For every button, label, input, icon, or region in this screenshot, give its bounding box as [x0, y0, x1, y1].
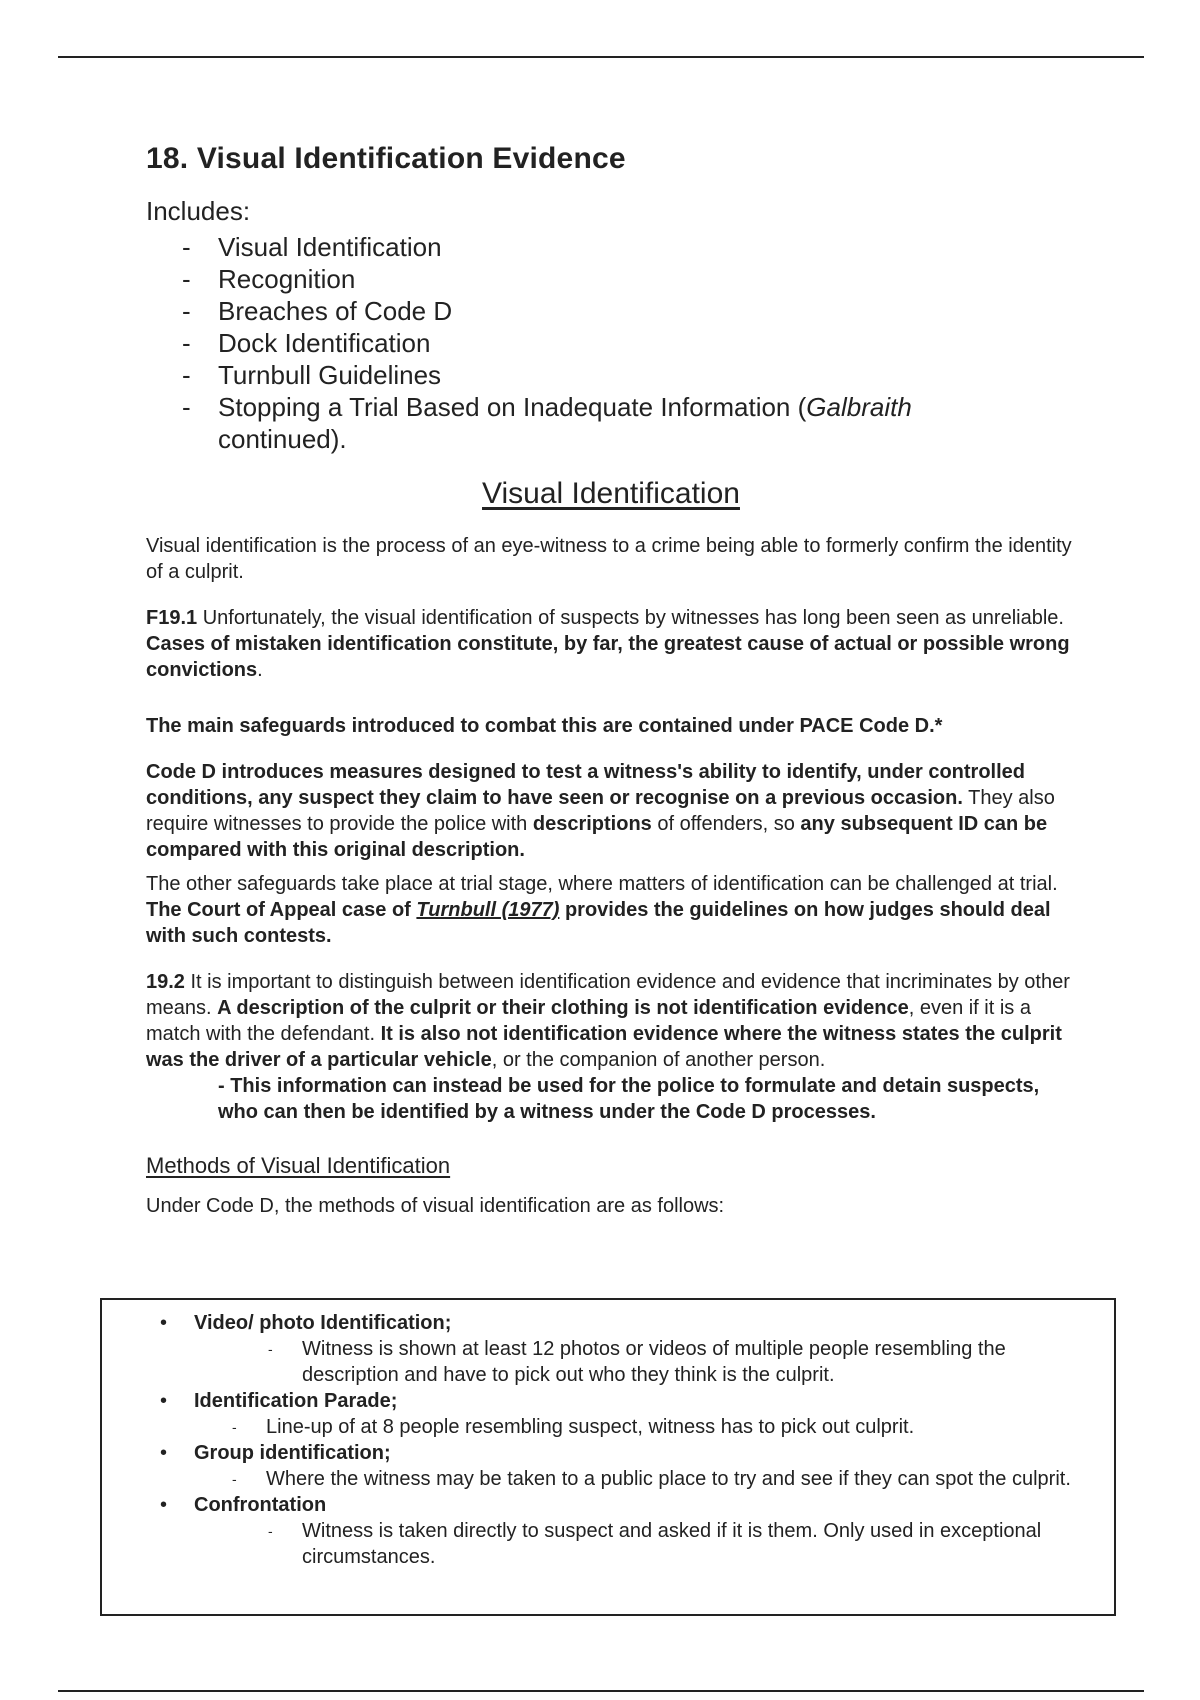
dash-icon: - — [268, 1341, 273, 1357]
method-detail-text: Witness is taken directly to suspect and asked if it is them. Only used in exceptional circumstances. — [302, 1520, 1042, 1568]
paragraph-text: of offenders, so — [651, 813, 801, 835]
method-title: Confrontation — [194, 1494, 327, 1516]
paragraph-ref: F19.1 — [146, 607, 198, 629]
methods-list — [148, 1310, 1094, 1570]
methods-intro: Under Code D, the methods of visual identification are as follows: — [146, 1195, 725, 1217]
method-item — [148, 1388, 1094, 1440]
method-detail — [194, 1414, 1094, 1440]
paragraph-text: The other safeguards take place at trial stage, where matters of identification can be challenged at trial. — [146, 873, 1058, 895]
paragraph-trial-safeguards — [146, 871, 1076, 949]
method-item — [148, 1440, 1094, 1492]
paragraph-ref: 19.2 — [146, 971, 185, 993]
paragraph-text: , even if it is a match with the defendant. — [146, 997, 1031, 1045]
paragraph-19-2 — [146, 969, 1076, 1073]
method-item — [148, 1310, 1094, 1388]
paragraph-emphasis: Cases of mistaken identification constitute, by far, the greatest cause of actual or possible wrong convictions — [146, 633, 1070, 681]
dash-icon: - — [268, 1523, 273, 1539]
case-name: Galbraith — [806, 392, 912, 422]
method-detail-text: Witness is shown at least 12 photos or videos of multiple people resembling the description and have to pick out who they think is the culprit. — [302, 1338, 1006, 1386]
paragraph-emphasis: The Court of Appeal case of — [146, 899, 417, 921]
list-item: - Turnbull Guidelines — [182, 359, 1076, 391]
method-title: Group identification; — [194, 1442, 391, 1464]
method-item — [148, 1492, 1094, 1570]
indented-note: - This information can instead be used for the police to formulate and detain suspects, who can then be identified by a witness under the Code D processes. — [218, 1075, 1040, 1123]
paragraph-definition: Visual identification is the process of an eye-witness to a crime being able to formerly confirm the identity of a culprit. — [146, 535, 1072, 583]
paragraph-text: It is important to distinguish between identification evidence and evidence that incriminates by other means. — [146, 971, 1070, 1019]
paragraph-emphasis: The main safeguards introduced to combat this are contained under PACE Code D.* — [146, 715, 943, 737]
paragraph-emphasis: any subsequent ID can be compared with this original description. — [146, 813, 1048, 861]
bullet-icon: • — [160, 1390, 168, 1412]
case-name: Turnbull (1977) — [416, 899, 560, 921]
paragraph-text: . — [257, 659, 263, 681]
paragraph-f19-1 — [146, 605, 1076, 683]
paragraph-emphasis: descriptions — [532, 813, 652, 835]
list-item-text: Stopping a Trial Based on Inadequate Information ( — [218, 392, 807, 422]
bullet-icon: • — [160, 1494, 168, 1516]
includes-list — [146, 231, 1076, 455]
paragraph-code-d — [146, 759, 1076, 863]
paragraph-text: , or the companion of another person. — [491, 1049, 826, 1071]
method-detail — [194, 1336, 1094, 1388]
section-title: Visual Identification — [482, 477, 740, 510]
list-item: - Visual Identification — [182, 231, 1076, 263]
page-title: 18. Visual Identification Evidence — [146, 142, 626, 175]
method-detail — [194, 1518, 1094, 1570]
paragraph-text: Unfortunately, the visual identification of suspects by witnesses has long been seen as unreliable. — [197, 607, 1064, 629]
paragraph-safeguards — [146, 713, 1076, 739]
list-item: - Dock Identification — [182, 327, 1076, 359]
paragraph-emphasis: It is also not identification evidence where the witness states the culprit was the driver of a particular vehicle — [146, 1023, 1062, 1071]
bottom-rule — [58, 1690, 1144, 1692]
list-item: - Recognition — [182, 263, 1076, 295]
top-rule — [58, 56, 1144, 58]
dash-icon: - — [232, 1471, 237, 1487]
method-title: Video/ photo Identification; — [194, 1312, 452, 1334]
method-detail-text: Line-up of at 8 people resembling suspect, witness has to pick out culprit. — [266, 1416, 915, 1438]
methods-heading: Methods of Visual Identification — [146, 1153, 451, 1178]
methods-box — [100, 1298, 1116, 1616]
bullet-icon: • — [160, 1312, 168, 1334]
bullet-icon: • — [160, 1442, 168, 1464]
document-body — [146, 142, 1076, 1239]
paragraph-emphasis: provides the guidelines on how judges should deal with such contests. — [146, 899, 1051, 947]
list-item: - Breaches of Code D — [182, 295, 1076, 327]
method-detail-text: Where the witness may be taken to a public place to try and see if they can spot the culprit. — [266, 1468, 1071, 1490]
dash-icon: - — [232, 1419, 237, 1435]
method-title: Identification Parade; — [194, 1390, 398, 1412]
includes-label: Includes: — [146, 196, 251, 226]
paragraph-emphasis: A description of the culprit or their clothing is not identification evidence — [217, 997, 909, 1019]
method-detail — [194, 1466, 1094, 1492]
paragraph-emphasis: Code D introduces measures designed to test a witness's ability to identify, under controlled conditions, any suspect they claim to have seen or recognise on a previous occasion. — [146, 761, 1025, 809]
list-item-text: continued). — [218, 424, 347, 454]
list-item — [182, 391, 1076, 455]
paragraph-text: They also require witnesses to provide the police with — [146, 787, 1055, 835]
